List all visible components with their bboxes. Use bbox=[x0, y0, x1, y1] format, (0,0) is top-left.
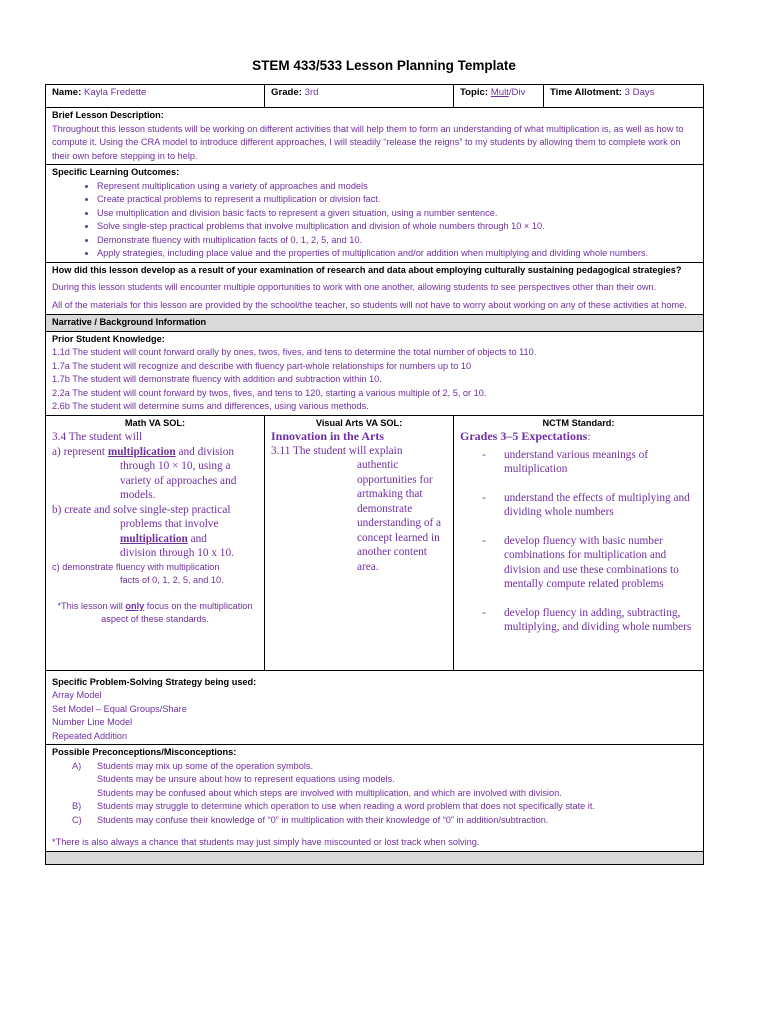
misconception-item: A) Students may mix up some of the operation symbols. bbox=[72, 760, 314, 771]
math-keyword: multiplication bbox=[120, 532, 188, 545]
prior-item: 1.1d The student will count forward orally by ones, twos, fives, and tens to determine the total number of objects to 110. bbox=[52, 347, 537, 357]
misconception-item: Students may be unsure about how to represent equations using models. bbox=[97, 774, 395, 784]
time-cell bbox=[544, 85, 704, 108]
strategy-item: Repeated Addition bbox=[52, 730, 128, 741]
nctm-item: - understand the effects of multiplying and dividing whole numbers bbox=[504, 491, 697, 520]
lesson-plan-table bbox=[45, 84, 704, 865]
narrative-heading: Narrative / Background Information bbox=[46, 315, 704, 332]
math-note: *This lesson will only focus on the multiplication aspect of these standards. bbox=[57, 600, 253, 624]
name-value: Kayla Fredette bbox=[84, 87, 147, 98]
brief-heading: Brief Lesson Description: bbox=[52, 110, 164, 120]
grade-value: 3rd bbox=[304, 87, 319, 98]
outcome-item: • Use multiplication and division basic facts to represent a given situation, using a number sentence. bbox=[97, 207, 697, 221]
strategy-item: Array Model bbox=[52, 690, 102, 700]
prior-row bbox=[46, 331, 704, 415]
time-label: Time Allotment: bbox=[550, 87, 622, 98]
topic-label: Topic: bbox=[460, 87, 489, 98]
misconceptions-list bbox=[52, 760, 697, 828]
research-cell bbox=[46, 262, 704, 315]
arts-text: authentic opportunities for artmaking that demonstrate understanding of a concept learned in another content area. bbox=[357, 459, 442, 573]
strategy-row bbox=[46, 670, 704, 745]
outcomes-row bbox=[46, 165, 704, 263]
strategy-cell bbox=[46, 670, 704, 745]
outcomes-heading: Specific Learning Outcomes: bbox=[52, 167, 180, 177]
research-para-1: During this lesson students will encounter multiple opportunities to work with one another, allowing students to see perspectives other than their own. bbox=[52, 282, 657, 292]
narrative-row bbox=[46, 315, 704, 332]
misconception-item: Students may be confused about which steps are involved with multiplication, and which are involved with division. bbox=[97, 787, 562, 798]
footer-row bbox=[46, 851, 704, 864]
nctm-title: Grades 3–5 Expectations: bbox=[460, 429, 591, 443]
strategy-item: Number Line Model bbox=[52, 717, 133, 727]
nctm-item: - develop fluency in adding, subtracting, multiplying, and dividing whole numbers bbox=[504, 606, 697, 635]
nctm-list bbox=[460, 448, 697, 635]
outcome-item: • Create practical problems to represent a multiplication or division fact. bbox=[97, 193, 697, 207]
grade-cell bbox=[265, 85, 454, 108]
footer-gray-bar bbox=[46, 851, 704, 864]
math-item-b: b) create and solve single-step practical bbox=[52, 503, 231, 516]
page-title: STEM 433/533 Lesson Planning Template bbox=[252, 58, 516, 73]
research-row bbox=[46, 262, 704, 315]
misconception-item: C) Students may confuse their knowledge of “0” in multiplication with their knowledge of “0” in addition/subtraction. bbox=[72, 814, 549, 825]
prior-item: 2.6b The student will determine sums and differences, using various methods. bbox=[52, 401, 369, 411]
nctm-heading: NCTM Standard: bbox=[542, 417, 615, 428]
name-label: Name: bbox=[52, 87, 82, 98]
research-para-2: All of the materials for this lesson are provided by the school/the teacher, so students will not have to worry about working on any of these activities at home. bbox=[52, 299, 687, 310]
strategy-item: Set Model – Equal Groups/Share bbox=[52, 703, 187, 714]
outcome-item: • Demonstrate fluency with multiplication facts of 0, 1, 2, 5, and 10. bbox=[97, 234, 697, 248]
topic-cell bbox=[454, 85, 544, 108]
outcome-item: • Represent multiplication using a variety of approaches and models bbox=[97, 180, 697, 194]
outcome-item: • Solve single-step practical problems that involve multiplication and division of whole numbers through 10 × 10. bbox=[97, 220, 697, 234]
misconceptions-cell bbox=[46, 745, 704, 852]
arts-line1: 3.11 The student will explain bbox=[271, 444, 403, 457]
topic-value-div: Div bbox=[511, 87, 526, 98]
math-item-b-cont2: multiplication and bbox=[120, 532, 207, 545]
math-item-c: c) demonstrate fluency with multiplication facts of 0, 1, 2, 5, and 10. bbox=[52, 561, 224, 585]
standards-row bbox=[46, 415, 704, 670]
math-item-a-cont: through 10 × 10, using a variety of approaches and models. bbox=[120, 460, 237, 501]
outcome-item: • Apply strategies, including place value and the properties of multiplication and/or addition when multiplying and dividing whole numbers. bbox=[97, 247, 697, 261]
arts-sol-heading: Visual Arts VA SOL: bbox=[315, 417, 403, 428]
prior-item: 1.7b The student will demonstrate fluency with addition and subtraction within 10. bbox=[52, 374, 382, 384]
grade-label: Grade: bbox=[271, 87, 302, 98]
name-cell bbox=[46, 85, 265, 108]
brief-text: Throughout this lesson students will be working on different activities that will help them to form an understanding of what multiplication is, as well as how to compute it. Using the CRA model to introduce different approaches, I will steadily “release the reigns” to my students by allowing them to complete work on their own before stepping in to help. bbox=[52, 123, 684, 161]
time-value: 3 Days bbox=[624, 87, 655, 98]
prior-heading: Prior Student Knowledge: bbox=[52, 333, 165, 344]
outcomes-list bbox=[52, 180, 697, 261]
math-item-b-cont1: problems that involve bbox=[120, 518, 219, 530]
nctm-item: - understand various meanings of multiplication bbox=[504, 448, 697, 477]
nctm-item: - develop fluency with basic number combinations for multiplication and division and use these combinations to mentally compute related problems bbox=[504, 534, 697, 592]
misconceptions-heading: Possible Preconceptions/Misconceptions: bbox=[52, 747, 237, 757]
topic-value-mult: Mult bbox=[490, 87, 509, 98]
math-note-only: only bbox=[125, 600, 145, 611]
prior-item: 1.7a The student will recognize and describe with fluency part-whole relationships for numbers up to 10 bbox=[52, 360, 472, 371]
misconception-item: B) Students may struggle to determine which operation to use when reading a word problem that does not specifically state it. bbox=[72, 801, 595, 811]
topic-separator: / bbox=[508, 87, 512, 98]
nctm-cell bbox=[454, 415, 704, 670]
math-sol-heading: Math VA SOL: bbox=[124, 417, 186, 428]
prior-item: 2.2a The student will count forward by twos, fives, and tens to 120, starting a various multiple of 2, 5, or 10. bbox=[52, 387, 487, 398]
math-sol-cell bbox=[46, 415, 265, 670]
brief-cell bbox=[46, 108, 704, 165]
arts-sol-cell bbox=[265, 415, 454, 670]
prior-cell bbox=[46, 331, 704, 415]
research-heading: How did this lesson develop as a result of your examination of research and data about employing culturally sustaining pedagogical strategies? bbox=[52, 264, 682, 275]
math-item-a: a) represent multiplication and division bbox=[52, 445, 234, 458]
math-keyword: multiplication bbox=[107, 445, 176, 458]
strategy-heading: Specific Problem-Solving Strategy being used: bbox=[52, 676, 257, 687]
math-item-b-cont3: division through 10 x 10. bbox=[120, 547, 234, 559]
math-intro: 3.4 The student will bbox=[52, 431, 143, 443]
misconceptions-row bbox=[46, 745, 704, 852]
outcomes-cell bbox=[46, 165, 704, 263]
arts-title: Innovation in the Arts bbox=[271, 429, 385, 443]
header-row bbox=[46, 85, 704, 108]
math-sol-text bbox=[52, 430, 258, 561]
brief-row bbox=[46, 108, 704, 165]
misconceptions-note: *There is also always a chance that students may just simply have miscounted or lost track when solving. bbox=[52, 837, 480, 847]
